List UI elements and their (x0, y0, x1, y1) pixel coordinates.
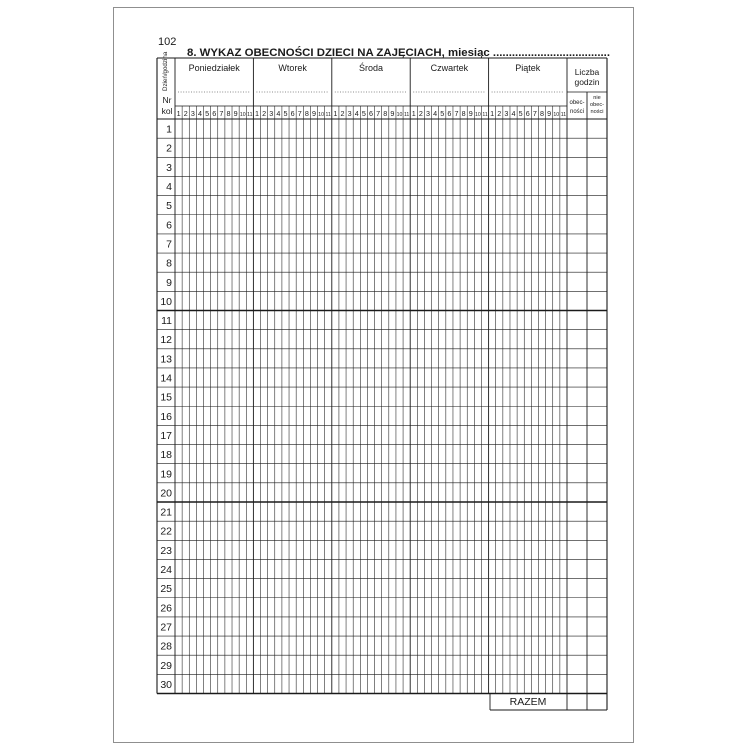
row-number-label: Nr (162, 95, 172, 105)
hour-number: 5 (361, 109, 366, 118)
row-number: 1 (166, 123, 172, 136)
row-number: 6 (166, 219, 172, 232)
hour-number: 3 (426, 109, 431, 118)
hour-number: 6 (369, 109, 373, 118)
row-number: 17 (160, 429, 172, 442)
row-number: 15 (160, 391, 172, 404)
hour-number: 11 (482, 112, 488, 118)
hour-number: 10 (475, 112, 481, 118)
row-number: 12 (160, 334, 172, 347)
row-number: 19 (160, 468, 172, 481)
row-number: 29 (160, 659, 172, 672)
hours-count-label: godzin (574, 77, 600, 87)
day-label: Czwartek (430, 63, 469, 73)
hour-number: 3 (190, 109, 195, 118)
hour-number: 3 (504, 109, 509, 118)
hour-number: 1 (490, 109, 495, 118)
row-number: 20 (160, 487, 172, 500)
hour-number: 5 (283, 109, 288, 118)
row-number: 16 (160, 410, 172, 423)
row-number: 30 (160, 678, 172, 691)
hour-number: 8 (304, 109, 309, 118)
hour-number: 9 (468, 109, 473, 118)
hour-number: 1 (411, 109, 416, 118)
row-number: 7 (166, 238, 172, 251)
hour-number: 7 (376, 109, 381, 118)
hour-number: 3 (347, 109, 352, 118)
hours-count-label: Liczba (574, 67, 600, 77)
absence-label: ności (590, 109, 604, 115)
hour-number: 6 (447, 109, 452, 118)
hour-number: 8 (461, 109, 466, 118)
day-label: Wtorek (278, 63, 307, 73)
hour-number: 2 (183, 109, 188, 118)
row-number: 9 (166, 276, 172, 289)
absence-label: nie (593, 95, 601, 101)
page-number: 102 (158, 36, 177, 48)
row-number: 2 (166, 142, 172, 155)
hour-number: 4 (433, 109, 438, 118)
absence-label: obec- (590, 102, 604, 108)
row-number: 28 (160, 640, 172, 653)
day-label: Środa (358, 63, 384, 73)
row-number: 13 (160, 353, 172, 366)
row-number-label: kol (161, 106, 173, 116)
row-number: 24 (160, 564, 172, 577)
hour-number: 1 (333, 109, 338, 118)
hour-number: 5 (518, 109, 523, 118)
hour-number: 2 (340, 109, 345, 118)
row-number: 22 (160, 525, 172, 538)
hour-number: 10 (396, 112, 403, 118)
hour-number: 10 (318, 112, 324, 118)
hour-number: 11 (403, 112, 410, 118)
row-number: 11 (161, 315, 172, 328)
hour-number: 7 (219, 109, 224, 118)
hour-number: 7 (297, 109, 302, 118)
hour-number: 9 (233, 109, 238, 118)
page-title: 8. WYKAZ OBECNOŚCI DZIECI NA ZAJĘCIACH, miesiąc ..................................... (187, 47, 610, 59)
hour-number: 3 (269, 109, 274, 118)
hour-number: 1 (176, 109, 181, 118)
hour-number: 9 (311, 109, 316, 118)
hour-number: 8 (540, 109, 545, 118)
presence-label: ności (569, 109, 585, 115)
hour-number: 2 (497, 109, 502, 118)
hour-number: 8 (226, 109, 231, 118)
row-number: 27 (160, 621, 172, 634)
hour-number: 4 (197, 109, 202, 118)
hour-number: 4 (511, 109, 516, 118)
row-number: 18 (160, 449, 172, 462)
row-number: 25 (160, 583, 172, 596)
hour-number: 10 (239, 112, 246, 118)
row-number: 5 (166, 200, 172, 213)
hour-number: 8 (383, 109, 388, 118)
hour-number: 5 (205, 109, 210, 118)
day-label: Piątek (515, 63, 541, 73)
row-number: 10 (160, 295, 172, 308)
row-number: 14 (160, 372, 172, 385)
hour-number: 1 (254, 109, 259, 118)
row-number: 23 (160, 544, 172, 557)
hour-number: 9 (390, 109, 395, 118)
hour-number: 2 (418, 109, 423, 118)
day-label: Poniedziałek (188, 63, 240, 73)
hour-number: 6 (290, 109, 295, 118)
hour-number: 9 (547, 109, 552, 118)
hour-number: 4 (354, 109, 359, 118)
row-number: 26 (160, 602, 172, 615)
hour-number: 7 (532, 109, 537, 118)
hour-number: 5 (440, 109, 445, 118)
hour-number: 7 (454, 109, 459, 118)
hour-number: 11 (325, 112, 331, 118)
row-number: 21 (160, 506, 172, 519)
row-number: 4 (166, 181, 172, 194)
date-label: Dzień/godzina (162, 51, 169, 91)
hour-number: 6 (212, 109, 217, 118)
hour-number: 11 (247, 112, 253, 118)
hour-number: 10 (553, 112, 560, 118)
total-label: RAZEM (509, 696, 547, 708)
presence-label: obec- (569, 100, 585, 106)
row-number: 3 (166, 161, 172, 174)
hour-number: 6 (525, 109, 530, 118)
row-number: 8 (166, 257, 172, 270)
hour-number: 2 (262, 109, 267, 118)
hour-number: 11 (560, 112, 567, 118)
hour-number: 4 (276, 109, 281, 118)
